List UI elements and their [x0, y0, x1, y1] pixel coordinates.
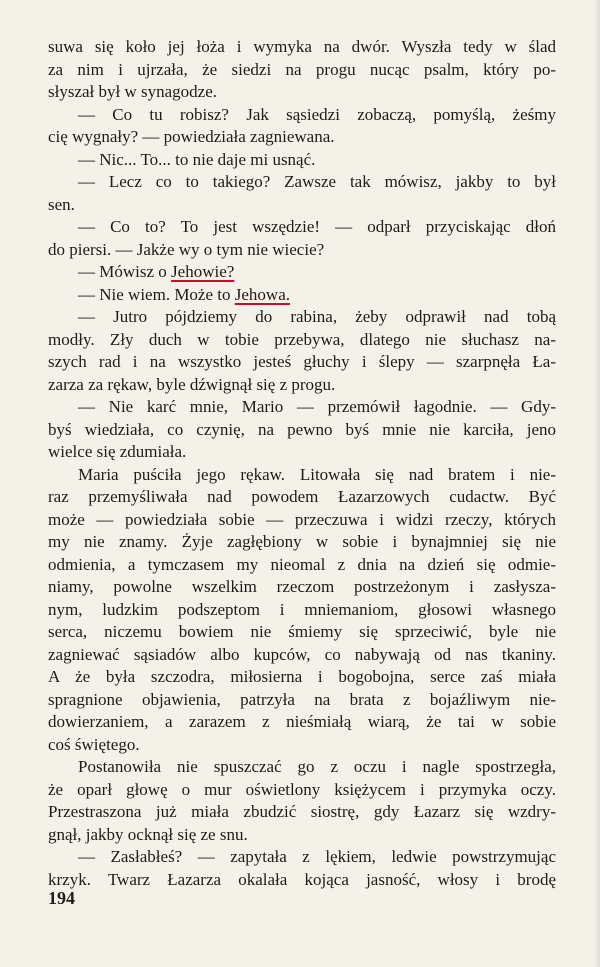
text-segment: — Nie wiem. Może to	[78, 284, 235, 304]
text-line: — Co tu robisz? Jak sąsiedzi zobaczą, pomyślą, żeśmy	[78, 104, 556, 124]
text-line: A że była szczodra, miłosierna i bogobojna, serce zaś miała	[48, 667, 556, 686]
text-line: suwa się koło jej łoża i wymyka na dwór. Wyszła tedy w ślad	[48, 37, 556, 56]
text-line: Postanowiła nie spuszczać go z oczu i nagle spostrzegła,	[78, 757, 556, 776]
page-number: 194	[48, 888, 75, 908]
text-line: dowierzaniem, a zarazem z nieśmiałą wiarą, że tai w sobie	[48, 712, 556, 731]
text-line: nym, ludzkim podszeptom i mniemaniom, głosowi własnego	[48, 599, 556, 619]
text-line: gnął, jakby ocknął się ze snu.	[48, 824, 248, 844]
text-line	[48, 261, 556, 284]
text-line: — Co to? To jest wszędzie! — odparł przyciskając dłoń	[78, 217, 556, 236]
text-line: serca, niczemu bowiem nie śmiemy się sprzeciwić, byle nie	[48, 622, 556, 641]
text-line: — Zasłabłeś? — zapytała z lękiem, ledwie powstrzymując	[78, 847, 556, 866]
text-line: raz przemyśliwała nad powodem Łazarzowych cudactw. Być	[48, 487, 556, 506]
text-line: — Nic... To... to nie daje mi usnąć.	[78, 149, 316, 169]
body-text	[48, 36, 556, 891]
text-line: byś wiedziała, co czynię, na pewno byś mnie nie karciła, jeno	[48, 419, 556, 439]
text-line: zagniewać sąsiadów albo kupców, co nabywają od nas tkaniny.	[48, 644, 556, 664]
text-line: słyszał był w synagodze.	[48, 82, 218, 101]
text-line: modły. Zły duch w tobie przebywa, dlatego nie słuchasz na-	[48, 329, 556, 349]
text-line: coś świętego.	[48, 734, 140, 754]
text-line: odmienia, a tymczasem my nieomal z dnia na dzień się odmie-	[48, 554, 556, 574]
text-line: do piersi. — Jakże wy o tym nie wiecie?	[48, 239, 325, 259]
text-line: spragnione objawienia, patrzyła na brata z bojaźliwym nie-	[48, 689, 556, 709]
text-line: krzyk. Twarz Łazarza okalała kojąca jasność, włosy i brodę	[48, 869, 556, 889]
text-line: my nie znamy. Żyje zagłębiony w sobie i bynajmniej się nie	[48, 532, 556, 551]
text-line: niamy, powolne wszelkim rzeczom postrzeżonym i zasłysza-	[48, 577, 556, 596]
text-segment: — Mówisz o	[78, 262, 172, 281]
text-line: — Lecz co to takiego? Zawsze tak mówisz, jakby to był	[78, 172, 556, 191]
text-line: za nim i ujrzała, że siedzi na progu nucąc psalm, który po-	[48, 59, 556, 79]
page-edge-shadow	[594, 0, 600, 967]
text-line: — Jutro pójdziemy do rabina, żeby odprawił nad tobą	[78, 307, 556, 326]
text-line: wielce się zdumiała.	[48, 442, 187, 461]
text-line: sen.	[48, 194, 75, 214]
text-line: że oparł głowę o mur oświetlony księżycem i przymyka oczy.	[48, 779, 556, 799]
text-line: może — powiedziała sobie — przeczuwa i widzi rzeczy, których	[48, 509, 556, 529]
underlined-word: Jehowie?	[171, 262, 235, 281]
text-line: szych rad i na wszystko jesteś głuchy i ślepy — szarpnęła Ła-	[48, 352, 556, 371]
text-line: Maria puściła jego rękaw. Litowała się nad bratem i nie-	[78, 464, 556, 484]
text-line: cię wygnały? — powiedziała zagniewana.	[48, 127, 335, 146]
text-line: zarza za rękaw, byle dźwignął się z progu.	[48, 374, 336, 394]
text-line: — Nie karć mnie, Mario — przemówił łagodnie. — Gdy-	[78, 397, 556, 416]
text-line: Przestraszona już miała zbudzić siostrę, gdy Łazarz się wzdry-	[48, 802, 556, 821]
underlined-word: Jehowa.	[234, 284, 290, 304]
text-line	[48, 284, 556, 307]
